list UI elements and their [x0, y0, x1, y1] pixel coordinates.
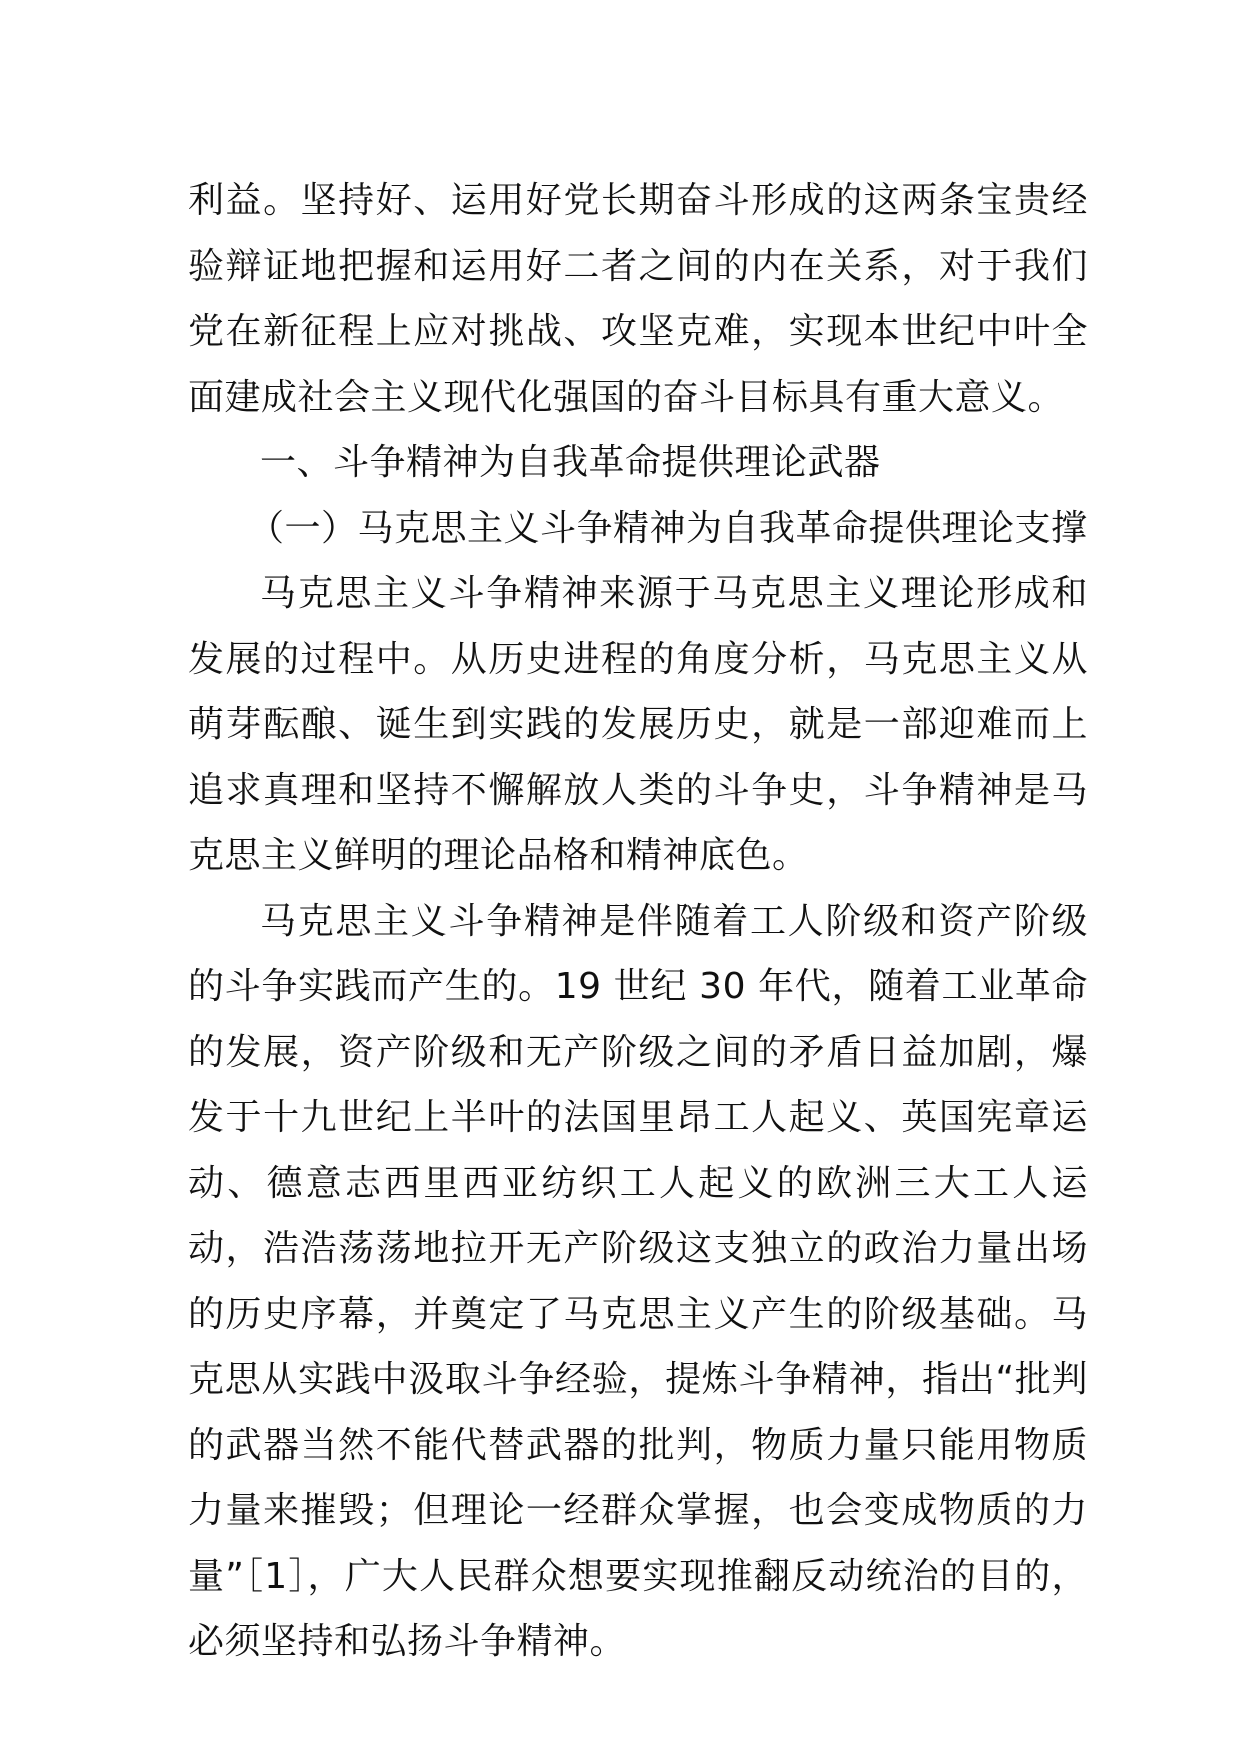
document-body [188, 168, 1088, 1675]
section-heading: 一、斗争精神为自我革命提供理论武器 [260, 442, 881, 483]
paragraph: 马克思主义斗争精神来源于马克思主义理论形成和发展的过程中。从历史进程的角度分析，马克思主义从萌芽酝酿、诞生到实践的发展历史，就是一部迎难而上追求真理和坚持不懈解放人类的斗争史，斗争精神是马克思主义鲜明的理论品格和精神底色。 [188, 573, 1088, 876]
subsection-heading: （一）马克思主义斗争精神为自我革命提供理论支撑 [248, 507, 1088, 549]
paragraph: 马克思主义斗争精神是伴随着工人阶级和资产阶级的斗争实践而产生的。19 世纪 30 年代，随着工业革命的发展，资产阶级和无产阶级之间的矛盾日益加剧，爆发于十九世纪上半叶的法国里昂工人起义、英国宪章运动、德意志西里西亚纺织工人起义的欧洲三大工人运动，浩浩荡荡地拉开无产阶级这支独立的政治力量出场的历史序幕，并奠定了马克思主义产生的阶级基础。马克思从实践中汲取斗争经验，提炼斗争精神，指出“批判的武器当然不能代替武器的批判，物质力量只能用物质力量来摧毁；但理论一经群众掌握，也会变成物质的力量”［1］，广大人民群众想要实现推翻反动统治的目的，必须坚持和弘扬斗争精神。 [188, 900, 1088, 1662]
paragraph-continuation: 利益。坚持好、运用好党长期奋斗形成的这两条宝贵经验辩证地把握和运用好二者之间的内在关系，对于我们党在新征程上应对挑战、攻坚克难，实现本世纪中叶全面建成社会主义现代化强国的奋斗目标具有重大意义。 [188, 180, 1088, 418]
